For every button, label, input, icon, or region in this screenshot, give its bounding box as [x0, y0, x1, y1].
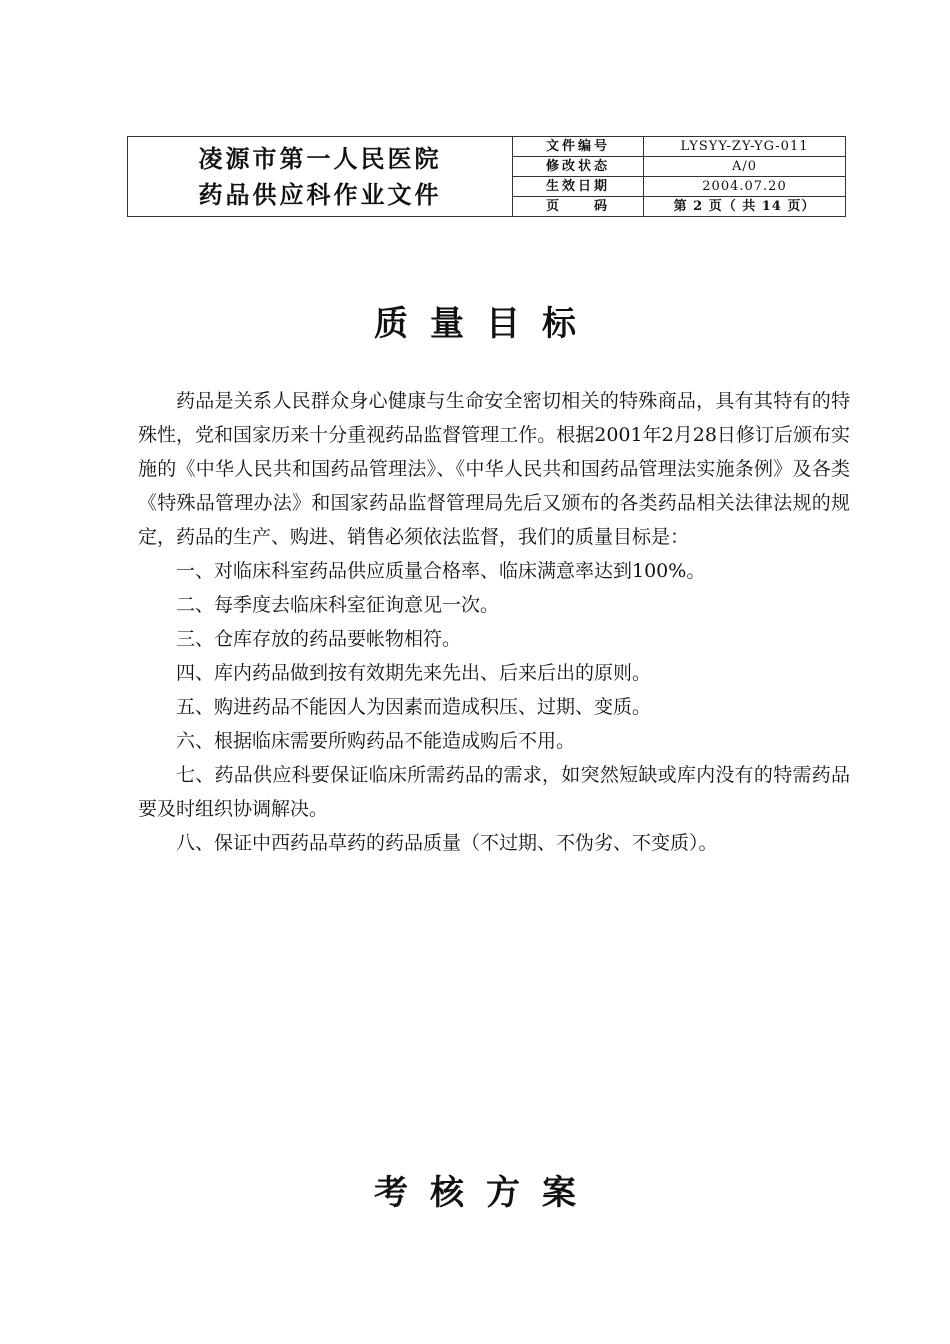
effective-date-label: 生效日期 — [513, 177, 644, 197]
goal-item-6: 六、根据临床需要所购药品不能造成购后不用。 — [176, 730, 576, 752]
revision-status-label: 修改状态 — [513, 157, 644, 177]
goal-item-3: 三、仓库存放的药品要帐物相符。 — [176, 628, 462, 650]
page-number-label: 页 码 — [513, 197, 644, 217]
effective-date-value: 2004.07.20 — [644, 177, 846, 197]
goal-item-1: 一、对临床科室药品供应质量合格率、临床满意率达到100%。 — [176, 560, 706, 582]
file-number-value: LYSYY-ZY-YG-011 — [644, 137, 846, 157]
intro-paragraph: 药品是关系人民群众身心健康与生命安全密切相关的特殊商品，具有其特有的特殊性，党和国家历来十分重视药品监督管理工作。根据2001年2月28日修订后颁布实施的《中华人民共和国药品管理法》、《中华人民共和国药品管理法实施条例》及各类《特殊品管理办法》和国家药品监督管理局先后又颁布的各类药品相关法律法规的规定，药品的生产、购进、销售必须依法监督，我们的质量目标是： — [138, 390, 850, 548]
quality-goals-body — [138, 384, 850, 860]
goal-item-5: 五、购进药品不能因人为因素而造成积压、过期、变质。 — [176, 696, 652, 718]
document-header-table — [127, 136, 846, 217]
goal-item-4: 四、库内药品做到按有效期先来先出、后来后出的原则。 — [176, 662, 652, 684]
page-number-value: 第 2 页（ 共 14 页） — [644, 197, 846, 217]
goal-item-7: 七、药品供应科要保证临床所需药品的需求，如突然短缺或库内没有的特需药品要及时组织协调解决。 — [138, 764, 850, 820]
goal-item-2: 二、每季度去临床科室征询意见一次。 — [176, 594, 500, 616]
file-number-label: 文件编号 — [513, 137, 644, 157]
revision-status-value: A/0 — [644, 157, 846, 177]
organization-name-cell — [128, 137, 513, 217]
goal-item-8: 八、保证中西药品草药的药品质量（不过期、不伪劣、不变质）。 — [176, 832, 718, 854]
hospital-name: 凌源市第一人民医院 — [198, 144, 442, 173]
assessment-plan-title: 考核方案 — [374, 1173, 598, 1213]
department-document-name: 药品供应科作业文件 — [198, 180, 442, 209]
quality-goals-title: 质量目标 — [374, 304, 598, 344]
